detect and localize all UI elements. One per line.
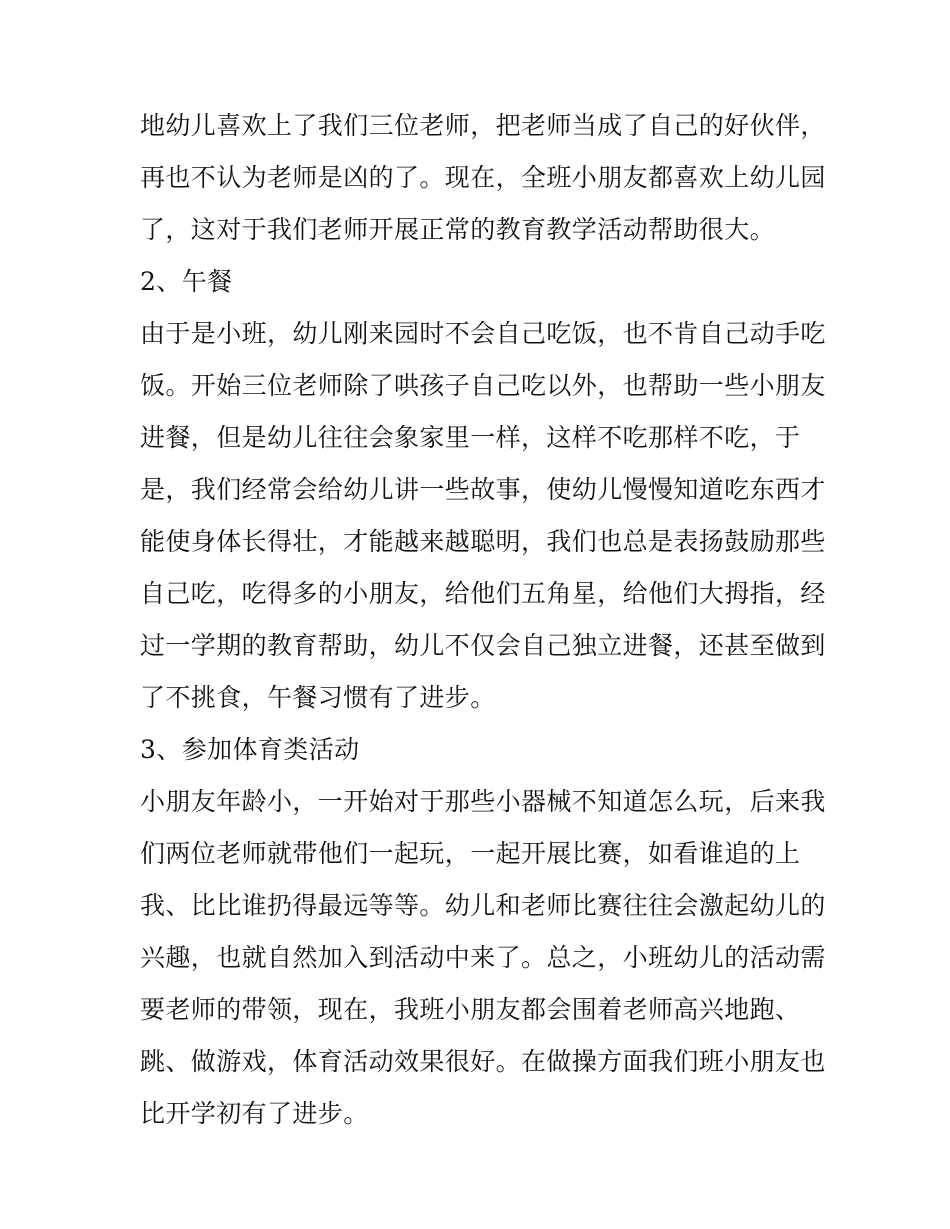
text-line: 要老师的带领，现在，我班小朋友都会围着老师高兴地跑、 <box>140 995 801 1024</box>
text-line: 再也不认为老师是凶的了。现在，全班小朋友都喜欢上幼儿园 <box>140 163 826 192</box>
text-line: 饭。开始三位老师除了哄孩子自己吃以外，也帮助一些小朋友 <box>140 371 826 400</box>
text-line: 我、比比谁扔得最远等等。幼儿和老师比赛往往会激起幼儿的 <box>140 891 826 920</box>
text-line: 兴趣，也就自然加入到活动中来了。总之，小班幼儿的活动需 <box>140 943 826 972</box>
text-line: 过一学期的教育帮助，幼儿不仅会自己独立进餐，还甚至做到 <box>140 631 826 660</box>
text-line: 自己吃，吃得多的小朋友，给他们五角星，给他们大拇指，经 <box>140 579 826 608</box>
text-line: 比开学初有了进步。 <box>140 1099 369 1128</box>
text-line: 地幼儿喜欢上了我们三位老师，把老师当成了自己的好伙伴， <box>140 111 826 140</box>
section-heading-sports: 3、参加体育类活动 <box>140 735 360 764</box>
text-line: 由于是小班，幼儿刚来园时不会自己吃饭，也不肯自己动手吃 <box>140 319 826 348</box>
text-line: 了，这对于我们老师开展正常的教育教学活动帮助很大。 <box>140 215 776 244</box>
section-heading-lunch: 2、午餐 <box>140 267 233 296</box>
text-line: 小朋友年龄小，一开始对于那些小器械不知道怎么玩，后来我 <box>140 787 826 816</box>
text-line: 是，我们经常会给幼儿讲一些故事，使幼儿慢慢知道吃东西才 <box>140 475 826 504</box>
text-line: 跳、做游戏，体育活动效果很好。在做操方面我们班小朋友也 <box>140 1047 826 1076</box>
text-line: 能使身体长得壮，才能越来越聪明，我们也总是表扬鼓励那些 <box>140 527 826 556</box>
text-line: 了不挑食，午餐习惯有了进步。 <box>140 683 496 712</box>
text-line: 们两位老师就带他们一起玩，一起开展比赛，如看谁追的上 <box>140 839 801 868</box>
text-line: 进餐，但是幼儿往往会象家里一样，这样不吃那样不吃，于 <box>140 423 801 452</box>
